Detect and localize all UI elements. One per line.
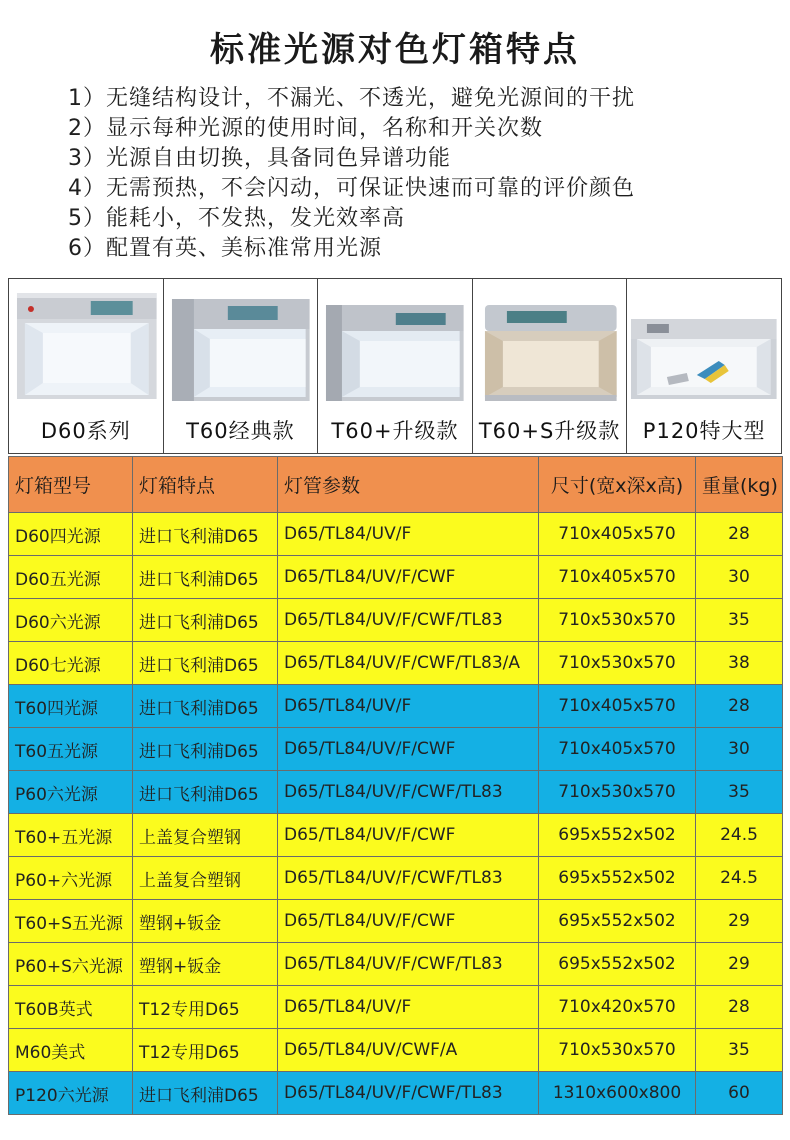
cell-weight: 28 bbox=[696, 685, 783, 728]
cell-lamps: D65/TL84/UV/F/CWF/TL83 bbox=[278, 771, 539, 814]
cell-weight: 24.5 bbox=[696, 857, 783, 900]
feature-item: 5）能耗小，不发热，发光效率高 bbox=[68, 206, 405, 231]
cell-size: 710x530x570 bbox=[539, 642, 696, 685]
column-header-size: 尺寸(宽x深x高) bbox=[539, 457, 696, 513]
cell-weight: 35 bbox=[696, 771, 783, 814]
cell-lamps: D65/TL84/UV/CWF/A bbox=[278, 1029, 539, 1072]
table-header-row bbox=[9, 457, 783, 513]
spec-table bbox=[8, 456, 783, 1115]
cell-model: M60美式 bbox=[9, 1029, 133, 1072]
table-row bbox=[9, 771, 783, 814]
product-card-t60plus-s bbox=[473, 279, 628, 453]
cell-model: P120六光源 bbox=[9, 1072, 133, 1115]
cell-lamps: D65/TL84/UV/F/CWF/TL83 bbox=[278, 1072, 539, 1115]
product-name: D60系列 bbox=[40, 419, 131, 443]
cell-feature: 进口飞利浦D65 bbox=[133, 728, 278, 771]
cell-lamps: D65/TL84/UV/F/CWF bbox=[278, 900, 539, 943]
cell-size: 710x420x570 bbox=[539, 986, 696, 1029]
cell-feature: 进口飞利浦D65 bbox=[133, 1072, 278, 1115]
table-row bbox=[9, 814, 783, 857]
cell-lamps: D65/TL84/UV/F bbox=[278, 513, 539, 556]
cell-model: P60+六光源 bbox=[9, 857, 133, 900]
cell-size: 710x530x570 bbox=[539, 771, 696, 814]
product-card-t60 bbox=[164, 279, 319, 453]
cell-feature: 塑钢+钣金 bbox=[133, 900, 278, 943]
cell-weight: 29 bbox=[696, 943, 783, 986]
cell-lamps: D65/TL84/UV/F/CWF bbox=[278, 728, 539, 771]
cell-lamps: D65/TL84/UV/F bbox=[278, 986, 539, 1029]
cell-model: T60五光源 bbox=[9, 728, 133, 771]
product-card-d60 bbox=[9, 279, 164, 453]
column-header-feature: 灯箱特点 bbox=[133, 457, 278, 513]
cell-weight: 29 bbox=[696, 900, 783, 943]
table-row bbox=[9, 513, 783, 556]
cell-size: 710x405x570 bbox=[539, 685, 696, 728]
product-card-t60plus bbox=[318, 279, 473, 453]
cell-size: 695x552x502 bbox=[539, 900, 696, 943]
cell-weight: 30 bbox=[696, 556, 783, 599]
feature-item: 2）显示每种光源的使用时间，名称和开关次数 bbox=[68, 116, 543, 141]
cell-size: 695x552x502 bbox=[539, 857, 696, 900]
cell-size: 695x552x502 bbox=[539, 814, 696, 857]
cell-lamps: D65/TL84/UV/F/CWF bbox=[278, 814, 539, 857]
cell-model: T60四光源 bbox=[9, 685, 133, 728]
cell-weight: 60 bbox=[696, 1072, 783, 1115]
table-body bbox=[9, 513, 783, 1115]
cell-model: D60六光源 bbox=[9, 599, 133, 642]
cell-weight: 30 bbox=[696, 728, 783, 771]
cell-size: 710x405x570 bbox=[539, 556, 696, 599]
cell-size: 710x405x570 bbox=[539, 728, 696, 771]
product-gallery bbox=[8, 278, 782, 454]
table-row bbox=[9, 986, 783, 1029]
table-row bbox=[9, 857, 783, 900]
table-row bbox=[9, 943, 783, 986]
feature-item: 4）无需预热，不会闪动，可保证快速而可靠的评价颜色 bbox=[68, 176, 635, 201]
table-row bbox=[9, 728, 783, 771]
cell-model: T60+五光源 bbox=[9, 814, 133, 857]
page-title: 标准光源对色灯箱特点 bbox=[210, 30, 580, 70]
feature-item: 6）配置有英、美标准常用光源 bbox=[68, 236, 382, 261]
cell-weight: 35 bbox=[696, 599, 783, 642]
cell-size: 710x530x570 bbox=[539, 1029, 696, 1072]
table-row bbox=[9, 556, 783, 599]
cell-size: 710x530x570 bbox=[539, 599, 696, 642]
cell-weight: 38 bbox=[696, 642, 783, 685]
table-row bbox=[9, 599, 783, 642]
product-image-t60plus bbox=[318, 279, 472, 409]
cell-weight: 24.5 bbox=[696, 814, 783, 857]
cell-feature: 进口飞利浦D65 bbox=[133, 513, 278, 556]
cell-model: T60+S五光源 bbox=[9, 900, 133, 943]
cell-weight: 28 bbox=[696, 513, 783, 556]
cell-model: P60+S六光源 bbox=[9, 943, 133, 986]
cell-feature: 塑钢+钣金 bbox=[133, 943, 278, 986]
cell-lamps: D65/TL84/UV/F/CWF bbox=[278, 556, 539, 599]
cell-model: D60五光源 bbox=[9, 556, 133, 599]
cell-feature: 进口飞利浦D65 bbox=[133, 685, 278, 728]
table-row bbox=[9, 642, 783, 685]
column-header-weight: 重量(kg) bbox=[696, 457, 783, 513]
product-name: T60经典款 bbox=[186, 419, 295, 443]
cell-model: P60六光源 bbox=[9, 771, 133, 814]
cell-feature: 进口飞利浦D65 bbox=[133, 556, 278, 599]
product-image-d60 bbox=[9, 279, 163, 409]
cell-model: D60四光源 bbox=[9, 513, 133, 556]
cell-model: D60七光源 bbox=[9, 642, 133, 685]
product-image-t60 bbox=[164, 279, 318, 409]
feature-list bbox=[68, 84, 635, 264]
table-row bbox=[9, 1072, 783, 1115]
product-image-p120 bbox=[627, 279, 781, 409]
product-card-p120 bbox=[627, 279, 781, 453]
cell-lamps: D65/TL84/UV/F/CWF/TL83/A bbox=[278, 642, 539, 685]
table-row bbox=[9, 1029, 783, 1072]
cell-feature: 进口飞利浦D65 bbox=[133, 642, 278, 685]
product-image-t60plus-s bbox=[473, 279, 627, 409]
cell-feature: 进口飞利浦D65 bbox=[133, 599, 278, 642]
column-header-lamps: 灯管参数 bbox=[278, 457, 539, 513]
product-name: T60+升级款 bbox=[331, 419, 459, 443]
feature-item: 1）无缝结构设计，不漏光、不透光，避免光源间的干扰 bbox=[68, 86, 635, 111]
feature-item: 3）光源自由切换，具备同色异谱功能 bbox=[68, 146, 451, 171]
cell-feature: T12专用D65 bbox=[133, 986, 278, 1029]
table-row bbox=[9, 900, 783, 943]
cell-size: 1310x600x800 bbox=[539, 1072, 696, 1115]
table-row bbox=[9, 685, 783, 728]
cell-lamps: D65/TL84/UV/F/CWF/TL83 bbox=[278, 599, 539, 642]
cell-weight: 28 bbox=[696, 986, 783, 1029]
cell-feature: 上盖复合塑钢 bbox=[133, 857, 278, 900]
cell-feature: T12专用D65 bbox=[133, 1029, 278, 1072]
cell-size: 695x552x502 bbox=[539, 943, 696, 986]
cell-weight: 35 bbox=[696, 1029, 783, 1072]
cell-lamps: D65/TL84/UV/F/CWF/TL83 bbox=[278, 943, 539, 986]
cell-feature: 上盖复合塑钢 bbox=[133, 814, 278, 857]
column-header-model: 灯箱型号 bbox=[9, 457, 133, 513]
cell-size: 710x405x570 bbox=[539, 513, 696, 556]
cell-model: T60B英式 bbox=[9, 986, 133, 1029]
product-name: P120特大型 bbox=[642, 419, 766, 443]
product-name: T60+S升级款 bbox=[478, 419, 621, 443]
cell-feature: 进口飞利浦D65 bbox=[133, 771, 278, 814]
cell-lamps: D65/TL84/UV/F bbox=[278, 685, 539, 728]
cell-lamps: D65/TL84/UV/F/CWF/TL83 bbox=[278, 857, 539, 900]
